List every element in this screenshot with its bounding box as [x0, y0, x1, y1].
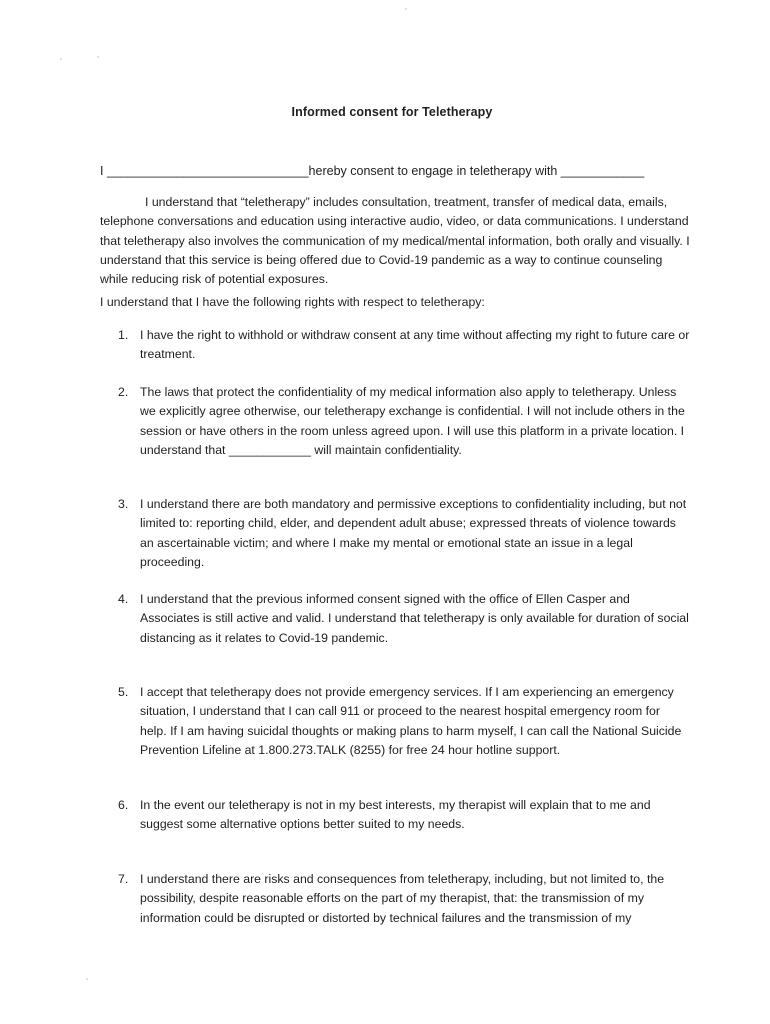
scan-speck	[405, 8, 407, 10]
scan-speck	[97, 56, 99, 58]
list-item	[118, 870, 690, 928]
list-item-number: 2.	[118, 385, 129, 399]
list-item	[118, 796, 690, 835]
scan-speck	[86, 978, 88, 980]
list-item-text: In the event our teletherapy is not in my best interests, my therapist will explain that to me and suggest some alternative options better suited to my needs.	[140, 798, 651, 832]
rights-intro: I understand that I have the following rights with respect to teletherapy:	[100, 295, 485, 309]
list-item-text: I have the right to withhold or withdraw consent at any time without affecting my right to future care or treatment.	[140, 328, 690, 362]
scan-speck	[60, 58, 62, 60]
consent-statement-line: I _____________________________hereby consent to engage in teletherapy with ____________	[100, 164, 645, 178]
intro-paragraph-text: I understand that “teletherapy” includes consultation, treatment, transfer of medical data, emails, telephone conversations and education using interactive audio, video, or data communications. I understand that teletherapy also involves the communication of my medical/mental information, both orally and visually. I understand that this service is being offered due to Covid-19 pandemic as a way to continue counseling while reducing risk of potential exposures.	[100, 195, 690, 287]
list-item-number: 1.	[118, 328, 129, 342]
list-item	[118, 495, 690, 572]
list-item-text: I understand there are risks and consequences from teletherapy, including, but not limited to, the possibility, despite reasonable efforts on the part of my therapist, that: the transmission of my information could be disrupted or distorted by technical failures and the transmission of my	[140, 872, 665, 925]
list-item	[118, 590, 690, 648]
list-item-text: I accept that teletherapy does not provide emergency services. If I am experiencing an emergency situation, I understand that I can call 911 or proceed to the nearest hospital emergency room for help. If I am having suicidal thoughts or making plans to harm myself, I can call the National Suicide Prevention Lifeline at 1.800.273.TALK (8255) for free 24 hour hotline support.	[140, 685, 682, 757]
list-item-number: 7.	[118, 872, 129, 886]
list-item-text: The laws that protect the confidentiality of my medical information also apply to teletherapy. Unless we explicitly agree otherwise, our teletherapy exchange is confidential. I will not include others in the session or have others in the room unless agreed upon. I will use this platform in a private location. I understand that ____________ will maintain confidentiality.	[140, 385, 685, 457]
intro-paragraph	[100, 193, 690, 289]
list-item-number: 5.	[118, 685, 129, 699]
list-item-text: I understand that the previous informed consent signed with the office of Ellen Casper and Associates is still active and valid. I understand that teletherapy is only available for duration of social distancing as it relates to Covid-19 pandemic.	[140, 592, 689, 645]
list-item-number: 3.	[118, 497, 129, 511]
list-item	[118, 326, 690, 365]
document-title: Informed consent for Teletherapy	[291, 105, 493, 119]
list-item-number: 6.	[118, 798, 129, 812]
list-item	[118, 683, 690, 760]
list-item-number: 4.	[118, 592, 129, 606]
list-item-text: I understand there are both mandatory and permissive exceptions to confidentiality including, but not limited to: reporting child, elder, and dependent adult abuse; expressed threats of violence towards an ascertainable victim; and where I make my mental or emotional state an issue in a legal proceeding.	[140, 497, 687, 569]
list-item	[118, 383, 690, 460]
